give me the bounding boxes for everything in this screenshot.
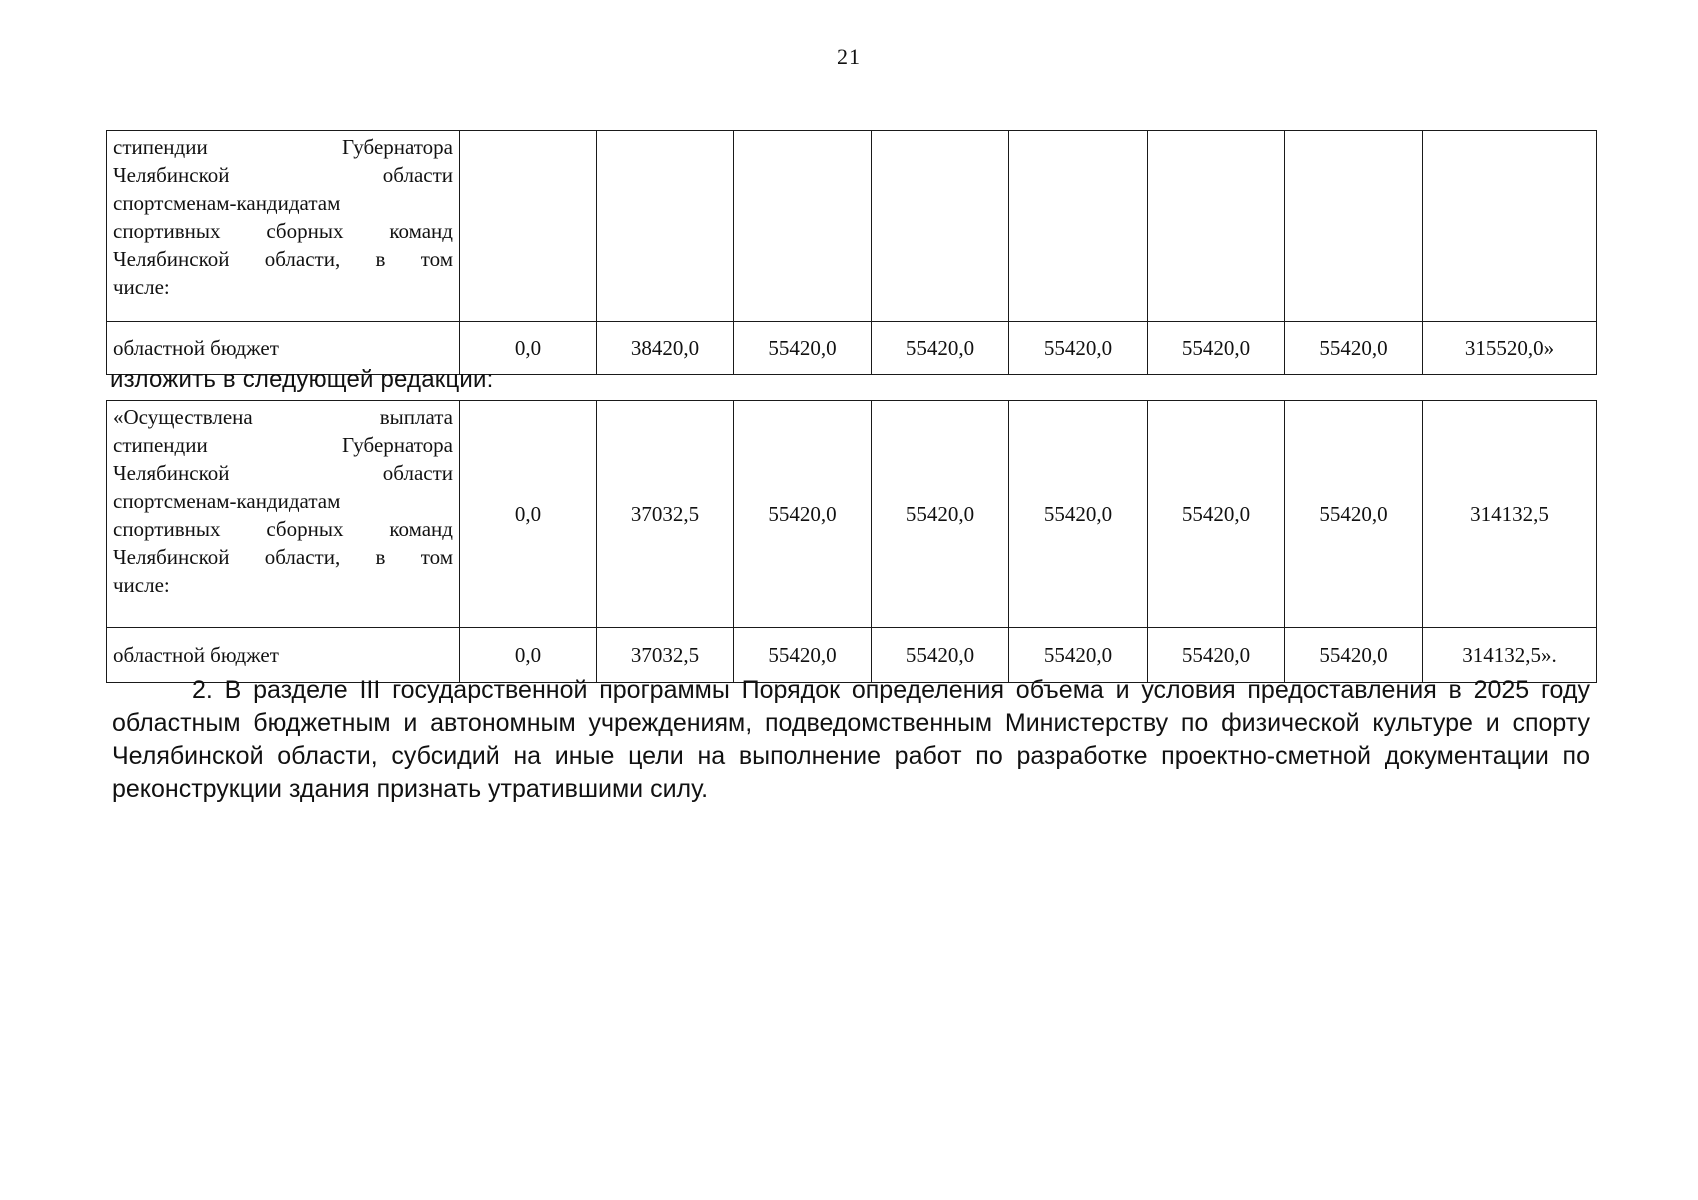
value-cell: 0,0 xyxy=(460,401,597,628)
body-paragraph: 2. В разделе III государственной программы Порядок определения объема и условия предоставления в 2025 году областным бюджетным и автономным учреждениям, подведомственным Министерству по физической культуре и спорту Челябинской области, субсидий на иные цели на выполнение работ по разработке проектно-сметной документации по реконструкции здания признать утратившими силу. xyxy=(112,676,1590,803)
description-word: Губернатора xyxy=(341,135,453,159)
value-cell xyxy=(1423,131,1597,322)
value-cell: 55420,0 xyxy=(1148,628,1285,683)
description-text xyxy=(113,133,453,301)
description-word: области xyxy=(382,163,453,187)
value-cell: 314132,5 xyxy=(1423,401,1597,628)
value-cell: 0,0 xyxy=(460,322,597,375)
value-cell: 55420,0 xyxy=(734,628,872,683)
description-text xyxy=(113,403,453,599)
description-word: в xyxy=(375,545,386,569)
description-word: спортивных xyxy=(113,517,221,541)
description-word: «Осуществлена xyxy=(113,405,253,429)
description-word: Челябинской xyxy=(113,163,230,187)
description-word: области xyxy=(382,461,453,485)
value-cell: 55420,0 xyxy=(1148,322,1285,375)
value-cell xyxy=(1285,131,1423,322)
value-cell: 55420,0 xyxy=(1285,628,1423,683)
description-cell xyxy=(107,131,460,322)
description-line xyxy=(113,543,453,571)
description-line xyxy=(113,245,453,273)
instruction-text: изложить в следующей редакции: xyxy=(110,366,494,393)
value-cell: 38420,0 xyxy=(597,322,734,375)
description-line xyxy=(113,273,453,301)
description-line xyxy=(113,459,453,487)
description-line xyxy=(113,189,453,217)
description-word: Губернатора xyxy=(341,433,453,457)
value-cell: 37032,5 xyxy=(597,628,734,683)
description-word: в xyxy=(375,247,386,271)
value-cell xyxy=(1148,131,1285,322)
table-row xyxy=(107,131,1597,322)
description-word: области, xyxy=(264,545,341,569)
value-cell: 0,0 xyxy=(460,628,597,683)
description-cell xyxy=(107,401,460,628)
description-word: числе: xyxy=(113,573,170,597)
description-word: том xyxy=(420,545,453,569)
description-word: выплата xyxy=(379,405,453,429)
description-word: спортсменам-кандидатам xyxy=(113,489,341,513)
description-line xyxy=(113,515,453,543)
description-word: команд xyxy=(389,517,453,541)
description-word: том xyxy=(420,247,453,271)
value-cell: 55420,0 xyxy=(872,322,1009,375)
value-cell: 55420,0 xyxy=(1009,628,1148,683)
description-word: Челябинской xyxy=(113,247,230,271)
description-word: спортсменам-кандидатам xyxy=(113,191,341,215)
value-cell: 55420,0 xyxy=(872,401,1009,628)
value-cell: 55420,0 xyxy=(1148,401,1285,628)
value-cell: 55420,0 xyxy=(1009,322,1148,375)
description-word: стипендии xyxy=(113,135,208,159)
value-cell xyxy=(872,131,1009,322)
description-word: числе: xyxy=(113,275,170,299)
description-word: сборных xyxy=(266,219,344,243)
value-cell xyxy=(460,131,597,322)
value-cell: 315520,0» xyxy=(1423,322,1597,375)
description-line xyxy=(113,431,453,459)
description-word: команд xyxy=(389,219,453,243)
description-word: Челябинской xyxy=(113,545,230,569)
description-word: спортивных xyxy=(113,219,221,243)
value-cell: 37032,5 xyxy=(597,401,734,628)
description-line xyxy=(113,217,453,245)
description-line xyxy=(113,161,453,189)
description-line xyxy=(113,403,453,431)
budget-label-cell: областной бюджет xyxy=(107,322,460,375)
value-cell: 55420,0 xyxy=(872,628,1009,683)
value-cell: 55420,0 xyxy=(1009,401,1148,628)
description-line xyxy=(113,487,453,515)
value-cell: 55420,0 xyxy=(1285,401,1423,628)
table-old-version xyxy=(106,130,1597,375)
description-line xyxy=(113,133,453,161)
budget-label-cell: областной бюджет xyxy=(107,628,460,683)
value-cell xyxy=(597,131,734,322)
description-word: Челябинской xyxy=(113,461,230,485)
value-cell xyxy=(1009,131,1148,322)
value-cell: 314132,5». xyxy=(1423,628,1597,683)
description-word: сборных xyxy=(266,517,344,541)
value-cell xyxy=(734,131,872,322)
table-new-version xyxy=(106,400,1597,683)
description-line xyxy=(113,571,453,599)
value-cell: 55420,0 xyxy=(734,322,872,375)
description-word: стипендии xyxy=(113,433,208,457)
description-word: области, xyxy=(264,247,341,271)
value-cell: 55420,0 xyxy=(734,401,872,628)
table-row xyxy=(107,401,1597,628)
value-cell: 55420,0 xyxy=(1285,322,1423,375)
page-number: 21 xyxy=(837,44,861,69)
